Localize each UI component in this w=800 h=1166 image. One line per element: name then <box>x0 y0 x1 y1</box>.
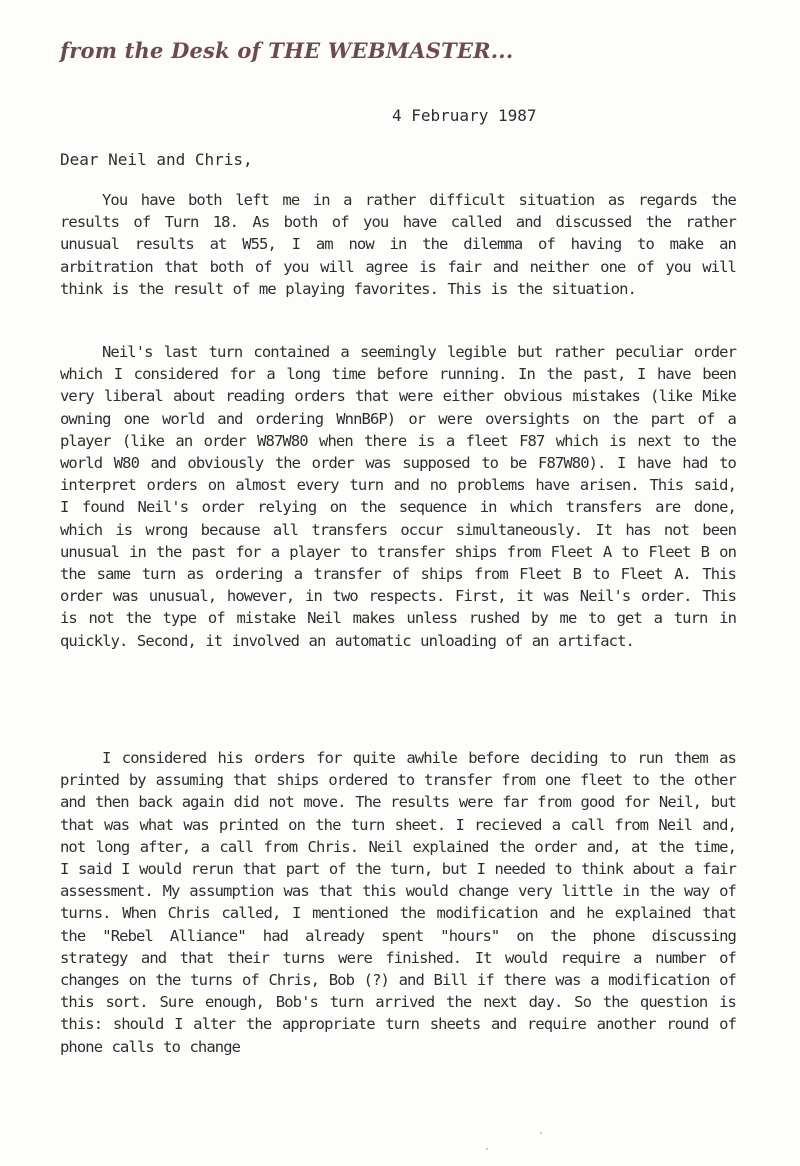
letterhead: from the Desk of THE WEBMASTER... <box>60 38 514 63</box>
paragraph-decision: I considered his orders for quite awhile before deciding to run them as printed by assuming that ships ordered to transfer from one fleet to the other and then back again did not move. The results were far from good for Neil, but that was what was printed on the turn sheet. I recieved a call from Neil and, not long after, a call from Chris. Neil explained the order and, at the time, I said I would rerun that part of the turn, but I needed to think about a fair assessment. My assumption was that this would change very little in the way of turns. When Chris called, I mentioned the modification and he explained that the "Rebel Alliance" had already spent "hours" on the phone discussing strategy and that their turns were finished. It would require a number of changes on the turns of Chris, Bob (?) and Bill if there was a modification of this sort. Sure enough, Bob's turn arrived the next day. So the question is this: should I alter the appropriate turn sheets and require another round of phone calls to change <box>60 749 736 1056</box>
paper-speck <box>540 1132 542 1134</box>
letter-date: 4 February 1987 <box>392 106 537 125</box>
salutation: Dear Neil and Chris, <box>60 150 253 169</box>
paper-speck <box>486 1148 488 1150</box>
paragraph-order: Neil's last turn contained a seemingly legible but rather peculiar order which I considered for a long time before running. In the past, I have been very liberal about reading orders that were either obvious mistakes (like Mike owning one world and ordering WnnB6P) or were oversights on the part of a player (like an order W87W80 when there is a fleet F87 which is next to the world W80 and obviously the order was supposed to be F87W80). I have had to interpret orders on almost every turn and no problems have arisen. This said, I found Neil's order relying on the sequence in which transfers are done, which is wrong because all transfers occur simultaneously. It has not been unusual in the past for a player to transfer ships from Fleet A to Fleet B on the same turn as ordering a transfer of ships from Fleet B to Fleet A. This order was unusual, however, in two respects. First, it was Neil's order. This is not the type of mistake Neil makes unless rushed by me to get a turn in quickly. Second, it involved an automatic unloading of an artifact. <box>60 343 736 650</box>
paragraph-situation: You have both left me in a rather difficult situation as regards the results of Turn 18. As both of you have called and discussed the rather unusual results at W55, I am now in the dilemma of having to make an arbitration that both of you will agree is fair and neither one of you will think is the result of me playing favorites. This is the situation. <box>60 191 736 298</box>
